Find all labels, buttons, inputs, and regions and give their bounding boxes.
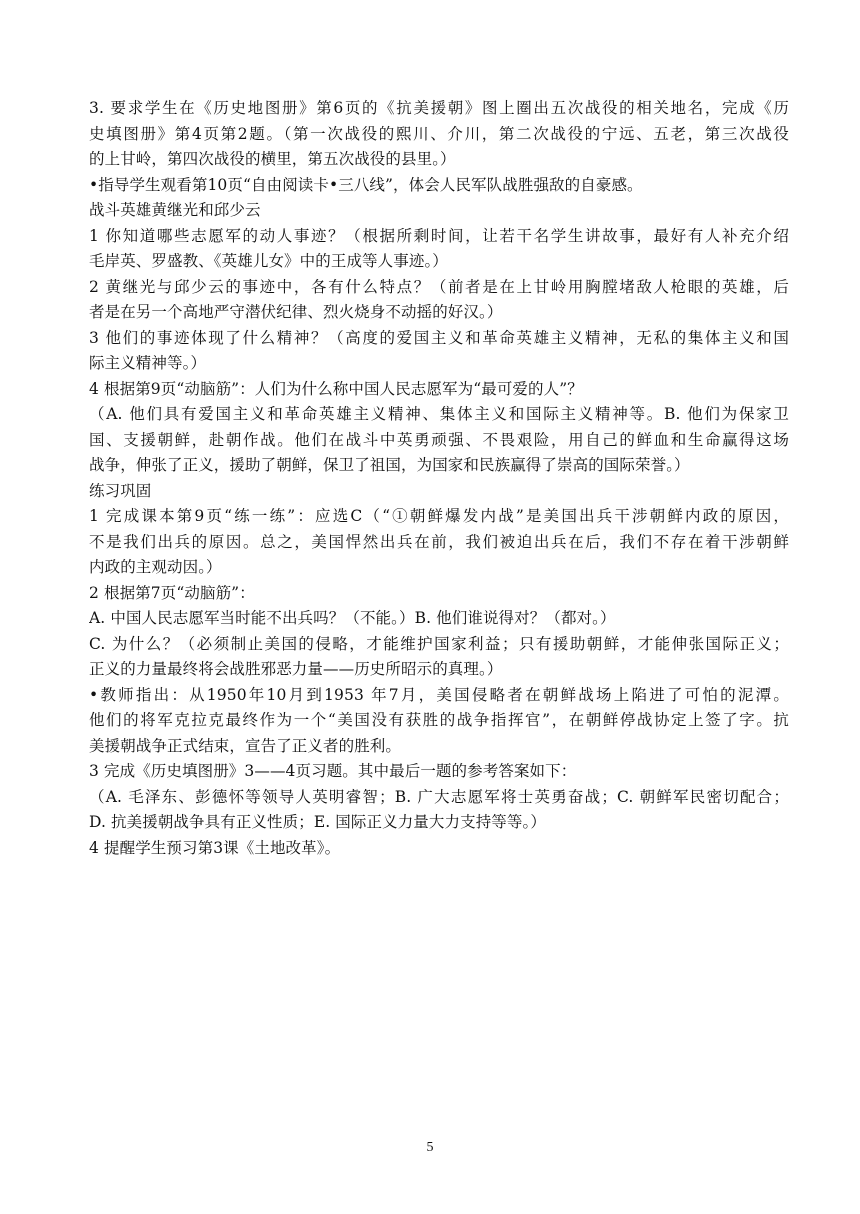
text-line: 3 完成《历史填图册》3——4页习题。其中最后一题的参考答案如下： [89,762,577,780]
text-line: 1 完成课本第9页“练一练”：应选C（“①朝鲜爆发内战”是美国出兵干涉朝鲜内政的原因， [89,507,789,525]
text-line: 3. 要求学生在《历史地图册》第6页的《抗美援朝》图上圈出五次战役的相关地名，完成《历 [89,99,789,117]
text-line: •教师指出：从1950年10月到1953 年7月，美国侵略者在朝鲜战场上陷进了可怕的泥潭。 [89,685,789,704]
text-line: 毛岸英、罗盛教、《英雄儿女》中的王成等人事迹。） [89,252,448,270]
text-line: 者是在另一个高地严守潜伏纪律、烈火烧身不动摇的好汉。） [89,303,503,321]
text-line: 他们的将军克拉克最终作为一个“美国没有获胜的战争指挥官”，在朝鲜停战协定上签了字。抗 [89,711,789,729]
text-line: 3 他们的事迹体现了什么精神？（高度的爱国主义和革命英雄主义精神，无私的集体主义和国 [89,328,789,347]
text-line: 的上甘岭，第四次战役的横里，第五次战役的县里。） [89,150,456,168]
text-line: 战斗英雄黄继光和邱少云 [89,201,261,219]
text-line: 4 根据第9页“动脑筋”：人们为什么称中国人民志愿军为“最可爱的人”？ [89,379,583,398]
text-line: •指导学生观看第10页“自由阅读卡•三八线”，体会人民军队战胜强敌的自豪感。 [89,175,643,194]
text-line: 练习巩固 [89,481,152,500]
text-line: 际主义精神等。） [89,354,207,372]
text-line: 正义的力量最终将会战胜邪恶力量——历史所昭示的真理。） [89,660,503,678]
text-line: 4 提醒学生预习第3课《土地改革》。 [89,838,341,857]
document-body [89,96,789,861]
text-line: 2 黄继光与邱少云的事迹中，各有什么特点？（前者是在上甘岭用胸膛堵敌人枪眼的英雄，后 [89,277,789,296]
text-line: 不是我们出兵的原因。总之，美国悍然出兵在前，我们被迫出兵在后，我们不存在着干涉朝鲜 [89,532,789,551]
text-line: 内政的主观动因。） [89,558,222,576]
text-line: 美援朝战争正式结束，宣告了正义者的胜利。 [89,736,402,755]
text-line: （A. 毛泽东、彭德怀等领导人英明睿智；B. 广大志愿军将士英勇奋战；C. 朝鲜军民密切配合； [89,787,789,806]
text-line: A. 中国人民志愿军当时能不出兵吗？（不能。）B. 他们谁说得对？（都对。） [89,609,616,627]
text-line: C. 为什么？（必须制止美国的侵略，才能维护国家利益；只有援助朝鲜，才能伸张国际正义； [89,634,789,653]
text-line: 1 你知道哪些志愿军的动人事迹？（根据所剩时间，让若干名学生讲故事，最好有人补充介绍 [89,226,789,245]
text-line: 战争，伸张了正义，援助了朝鲜，保卫了祖国，为国家和民族赢得了崇高的国际荣誉。） [89,456,690,474]
text-line: （A. 他们具有爱国主义和革命英雄主义精神、集体主义和国际主义精神等。B. 他们为保家卫 [89,405,789,423]
text-line: D. 抗美援朝战争具有正义性质；E. 国际正义力量大力支持等等。） [89,813,546,831]
text-line: 国、支援朝鲜，赴朝作战。他们在战斗中英勇顽强、不畏艰险，用自己的鲜血和生命赢得这场 [89,430,789,449]
text-line: 2 根据第7页“动脑筋”： [89,583,255,602]
text-line: 史填图册》第4页第2题。（第一次战役的熙川、介川，第二次战役的宁远、五老，第三次战役 [89,124,789,143]
page-number: 5 [426,1140,434,1155]
